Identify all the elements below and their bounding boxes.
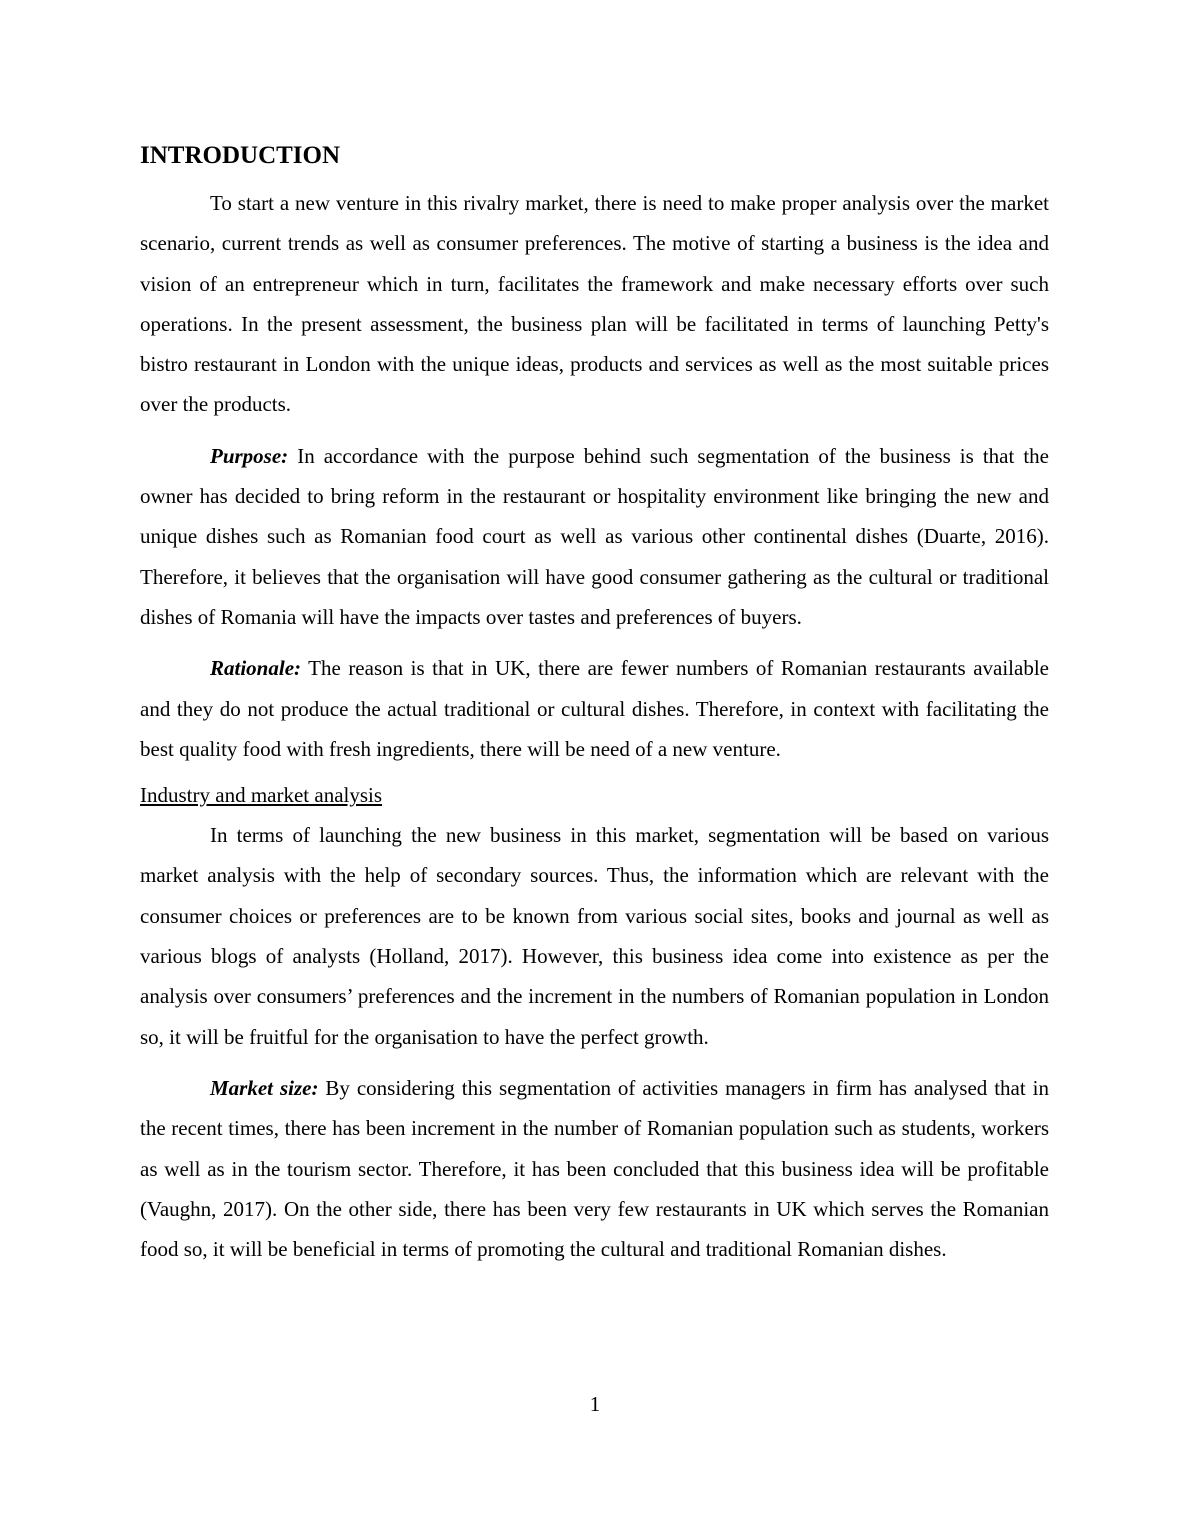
paragraph-rationale — [140, 648, 1049, 769]
page-content — [140, 138, 1049, 1269]
subheading-industry-market-analysis: Industry and market analysis — [140, 783, 383, 808]
rationale-text: The reason is that in UK, there are fewer numbers of Romanian restaurants available and they do not produce the actual traditional or cultural dishes. Therefore, in context with facilitating the best quality food with fresh ingredients, there will be need of a new venture. — [140, 656, 1049, 761]
paragraph-intro: To start a new venture in this rivalry market, there is need to make proper analysis over the market scenario, current trends as well as consumer preferences. The motive of starting a business is the idea and vision of an entrepreneur which in turn, facilitates the framework and make necessary efforts over such operations. In the present assessment, the business plan will be facilitated in terms of launching Petty's bistro restaurant in London with the unique ideas, products and services as well as the most suitable prices over the products. — [140, 191, 1049, 417]
rationale-label: Rationale: — [210, 656, 302, 681]
purpose-label: Purpose: — [210, 443, 289, 468]
market-size-label: Market size: — [210, 1075, 319, 1100]
section-heading-introduction: INTRODUCTION — [140, 142, 341, 169]
market-size-text: By considering this segmentation of activities managers in firm has analysed that in the recent times, there has been increment in the number of Romanian population such as students, workers as well as in the tourism sector. Therefore, it has been concluded that this business idea will be profitable (Vaughn, 2017). On the other side, there has been very few restaurants in UK which serves the Romanian food so, it will be beneficial in terms of promoting the cultural and traditional Romanian dishes. — [140, 1075, 1049, 1262]
purpose-text: In accordance with the purpose behind such segmentation of the business is that the owner has decided to bring reform in the restaurant or hospitality environment like bringing the new and unique dishes such as Romanian food court as well as various other continental dishes (Duarte, 2016). Therefore, it believes that the organisation will have good consumer gathering as the cultural or traditional dishes of Romania will have the impacts over tastes and preferences of buyers. — [140, 443, 1049, 629]
paragraph-industry: In terms of launching the new business in this market, segmentation will be based on various market analysis with the help of secondary sources. Thus, the information which are relevant with the consumer choices or preferences are to be known from various social sites, books and journal as well as various blogs of analysts (Holland, 2017). However, this business idea come into existence as per the analysis over consumers’ preferences and the increment in the numbers of Romanian population in London so, it will be fruitful for the organisation to have the perfect growth. — [140, 823, 1049, 1049]
page-number: 1 — [589, 1392, 601, 1416]
paragraph-purpose — [140, 436, 1049, 637]
paragraph-market-size — [140, 1068, 1049, 1269]
